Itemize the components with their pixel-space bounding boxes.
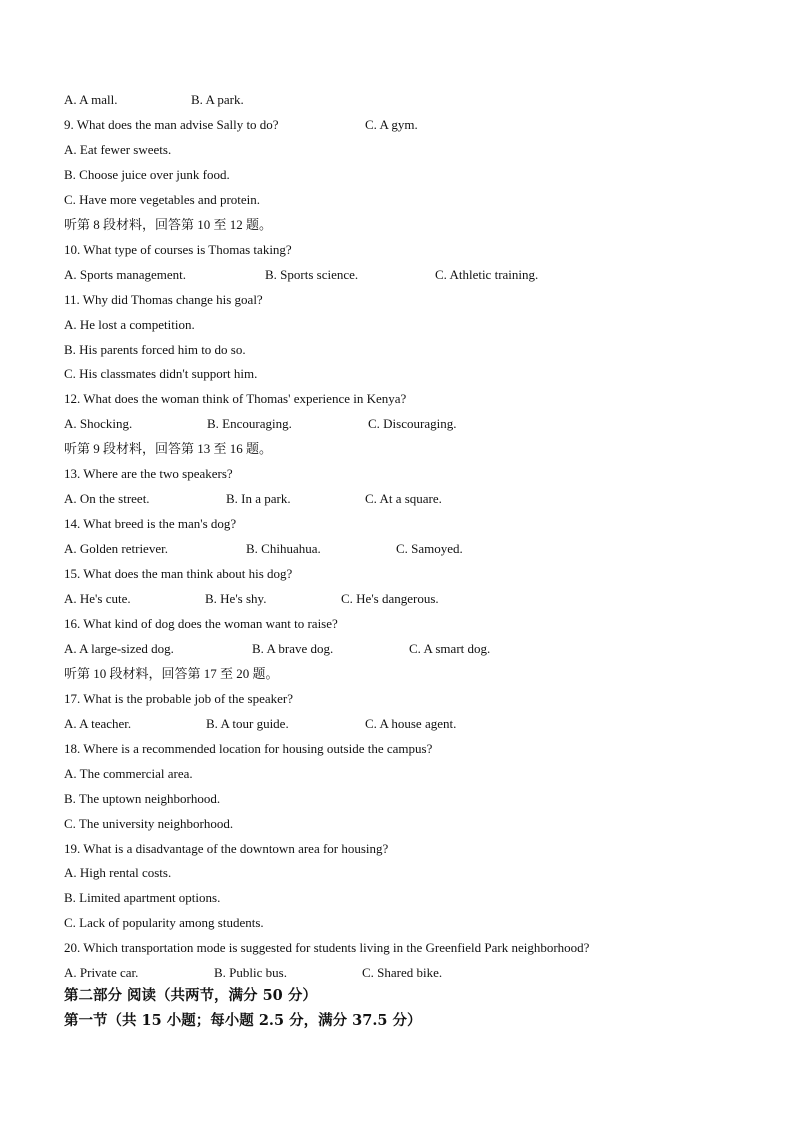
answer-option: B. Encouraging.	[207, 416, 292, 432]
section-instruction: 听第 8 段材料，回答第 10 至 12 题。	[64, 216, 273, 232]
question-row	[64, 115, 724, 135]
answer-option: A. Sports management.	[64, 266, 187, 282]
answer-option: B. Public bus.	[214, 965, 287, 981]
answer-option: C. A house agent.	[365, 715, 457, 731]
section-heading: 第一节（共 15 小题；每小题 2.5 分，满分 37.5 分）	[64, 1012, 422, 1029]
options-row	[64, 265, 724, 285]
question-text: 16. What kind of dog does the woman want to raise?	[64, 615, 338, 631]
answer-option: B. His parents forced him to do so.	[64, 341, 246, 357]
question-text: 15. What does the man think about his dog?	[64, 566, 293, 582]
answer-option: B. Choose juice over junk food.	[64, 166, 230, 182]
answer-option: A. He lost a competition.	[64, 316, 195, 332]
options-row	[64, 963, 724, 983]
answer-option: B. A tour guide.	[206, 715, 289, 731]
answer-option: A. A large-sized dog.	[64, 640, 174, 656]
question-text: 18. Where is a recommended location for housing outside the campus?	[64, 740, 433, 756]
answer-option: C. The university neighborhood.	[64, 815, 234, 831]
answer-option: B. Limited apartment options.	[64, 890, 221, 906]
section-instruction: 听第 10 段材料，回答第 17 至 20 题。	[64, 665, 279, 681]
options-row	[64, 589, 724, 609]
answer-option: A. A mall.	[64, 92, 118, 107]
answer-option: C. His classmates didn't support him.	[64, 366, 258, 382]
answer-option: A. Eat fewer sweets.	[64, 141, 172, 157]
answer-option: A. The commercial area.	[64, 765, 193, 781]
answer-option: C. Lack of popularity among students.	[64, 915, 264, 931]
answer-option: C. Samoyed.	[396, 541, 463, 557]
options-row	[64, 414, 724, 434]
answer-option: A. Shocking.	[64, 416, 133, 432]
answer-option: C. Discouraging.	[368, 416, 457, 432]
question-text: 10. What type of courses is Thomas taking?	[64, 241, 292, 257]
answer-option: C. He's dangerous.	[341, 591, 439, 606]
options-row	[64, 639, 724, 659]
answer-option: B. The uptown neighborhood.	[64, 790, 221, 806]
answer-option: C. Shared bike.	[362, 965, 443, 981]
section-instruction: 听第 9 段材料，回答第 13 至 16 题。	[64, 441, 273, 457]
answer-option: A. Golden retriever.	[64, 541, 168, 557]
answer-option: B. Sports science.	[265, 266, 359, 282]
answer-option: A. A teacher.	[64, 715, 132, 731]
question-text: 17. What is the probable job of the speaker?	[64, 690, 293, 706]
answer-option: C. Athletic training.	[435, 266, 539, 282]
answer-option: B. In a park.	[226, 491, 291, 507]
question-text: 9. What does the man advise Sally to do?	[64, 116, 279, 132]
section-heading: 第二部分 阅读（共两节，满分 50 分）	[64, 987, 317, 1004]
answer-option: C. Have more vegetables and protein.	[64, 191, 261, 207]
question-text: 14. What breed is the man's dog?	[64, 516, 237, 532]
answer-option: A. He's cute.	[64, 591, 131, 606]
options-row	[64, 539, 724, 559]
answer-option: C. At a square.	[365, 491, 442, 507]
answer-option: A. Private car.	[64, 965, 139, 981]
answer-option: A. High rental costs.	[64, 865, 172, 881]
answer-option: A. On the street.	[64, 491, 150, 507]
answer-option: B. He's shy.	[205, 591, 267, 606]
question-text: 11. Why did Thomas change his goal?	[64, 291, 263, 307]
question-text: 20. Which transportation mode is suggested for students living in the Greenfield Park neighborhood?	[64, 940, 590, 956]
options-row	[64, 90, 724, 110]
answer-option: C. A smart dog.	[409, 640, 491, 656]
answer-option: B. A park.	[191, 92, 244, 107]
answer-option: B. A brave dog.	[252, 640, 334, 656]
answer-option: C. A gym.	[365, 116, 418, 132]
question-text: 13. Where are the two speakers?	[64, 466, 233, 482]
question-text: 12. What does the woman think of Thomas' experience in Kenya?	[64, 391, 407, 407]
options-row	[64, 489, 724, 509]
options-row	[64, 714, 724, 734]
answer-option: B. Chihuahua.	[246, 541, 321, 557]
question-text: 19. What is a disadvantage of the downtown area for housing?	[64, 840, 389, 856]
